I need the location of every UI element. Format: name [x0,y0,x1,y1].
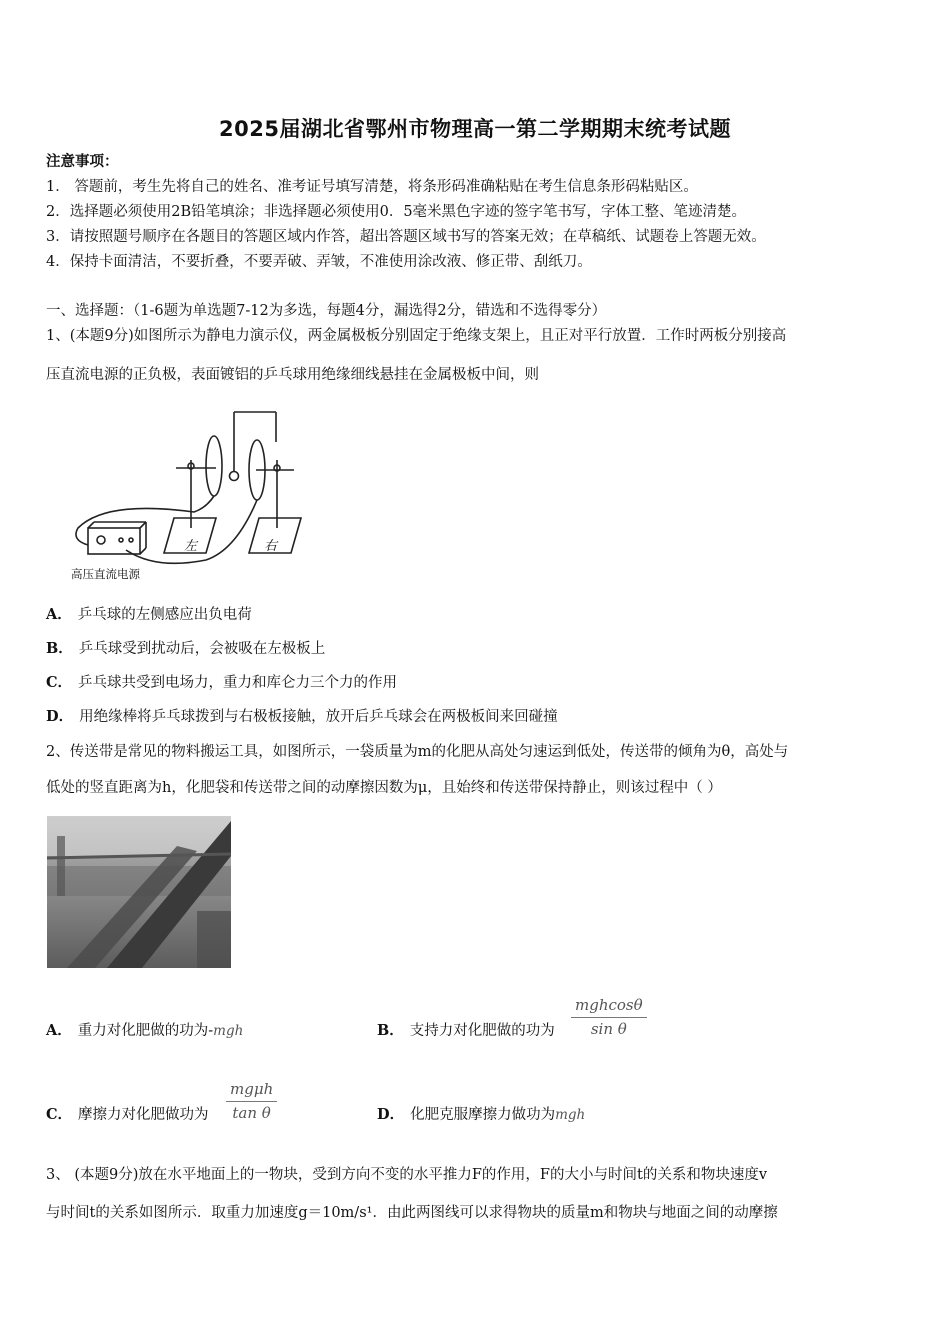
power-source-label: 高压直流电源 [71,567,140,581]
q2-option-b-numerator: mghcosθ [571,996,647,1018]
apparatus-drawing [66,400,316,585]
q2-option-d-label: D． [377,1106,405,1123]
section-heading: 一、选择题：（1-6题为单选题7-12为多选，每题4分，漏选得2分，错选和不选得零分） [46,303,607,319]
q1-option-b-label: B． [46,640,73,657]
q2-option-b [377,1021,555,1041]
q2-stem-line2: 低处的竖直距离为h，化肥袋和传送带之间的动摩擦因数为μ，且始终和传送带保持静止，则该过程中（ ） [46,780,722,796]
q1-stem-line1: 1、(本题9分)如图所示为静电力演示仪，两金属极板分别固定于绝缘支架上，且正对平行放置．工作时两板分别接高 [46,328,787,344]
q1-option-a [46,605,252,625]
q2-option-d-text: 化肥克服摩擦力做功为 [410,1107,556,1123]
q1-option-d-text: 用绝缘棒将乒乓球拨到与右极板接触，放开后乒乓球会在两极板间来回碰撞 [79,709,558,725]
q2-option-c-text: 摩擦力对化肥做功为 [78,1107,209,1123]
q2-option-c-numerator: mgμh [226,1080,277,1102]
q3-stem-line1: 3、 (本题9分)放在水平地面上的一物块，受到方向不变的水平推力F的作用，F的大小与时间t的关系和物块速度v [46,1167,768,1183]
q1-option-d-label: D． [46,708,74,725]
q2-option-a-label: A． [46,1022,72,1039]
notice-heading: 注意事项： [46,153,119,170]
q1-option-b [46,639,325,659]
q2-option-a-text: 重力对化肥做的功为- [77,1023,214,1039]
notice-item-1: 1． 答题前，考生先将自己的姓名、准考证号填写清楚，将条形码准确粘贴在考生信息条形码粘贴区。 [46,179,698,195]
q2-option-b-fraction [571,996,647,1038]
q2-option-b-text: 支持力对化肥做的功为 [409,1023,555,1039]
q1-option-a-text: 乒乓球的左侧感应出负电荷 [77,607,252,623]
q2-option-a [46,1021,243,1041]
q1-option-c-label: C． [46,674,73,691]
notice-item-3: 3．请按照题号顺序在各题目的答题区域内作答，超出答题区域书写的答案无效；在草稿纸、试题卷上答题无效。 [46,229,766,245]
q2-option-c-label: C． [46,1106,73,1123]
q3-stem-line2: 与时间t的关系如图所示．取重力加速度g＝10m/s¹．由此两图线可以求得物块的质量m和物块与地面之间的动摩擦 [46,1205,778,1221]
q2-option-b-label: B． [377,1022,404,1039]
q1-option-d [46,707,558,727]
q2-option-b-denominator: sin θ [590,1020,627,1038]
q2-option-a-math: mgh [213,1023,244,1039]
q2-option-d-math: mgh [555,1107,586,1123]
page-title: 2025届湖北省鄂州市物理高一第二学期期末统考试题 [219,117,731,141]
conveyor-photo-drawing [47,816,231,968]
conveyor-belt-photo [47,816,231,968]
q1-option-a-label: A． [46,606,72,623]
q2-option-c-fraction [226,1080,277,1122]
q1-option-c-text: 乒乓球共受到电场力，重力和库仑力三个力的作用 [78,675,398,691]
notice-item-4: 4．保持卡面清洁，不要折叠，不要弄破、弄皱，不准使用涂改液、修正带、刮纸刀。 [46,254,592,270]
right-plate-label: 右 [264,539,278,554]
q1-option-b-text: 乒乓球受到扰动后，会被吸在左极板上 [78,641,326,657]
left-plate-label: 左 [184,539,198,554]
q2-stem-line1: 2、传送带是常见的物料搬运工具，如图所示，一袋质量为m的化肥从高处匀速运到低处，传送带的倾角为θ，高处与 [46,744,789,760]
electrostatic-apparatus-figure [66,400,316,585]
q1-option-c [46,673,397,693]
notice-item-2: 2．选择题必须使用2B铅笔填涂；非选择题必须使用0．5毫米黑色字迹的签字笔书写，字体工整、笔迹清楚。 [46,204,747,220]
q1-stem-line2: 压直流电源的正负极，表面镀铝的乒乓球用绝缘细线悬挂在金属极板中间，则 [46,367,539,383]
q2-option-c-denominator: tan θ [232,1104,271,1122]
q2-option-d [377,1105,585,1125]
q2-option-c [46,1105,209,1125]
